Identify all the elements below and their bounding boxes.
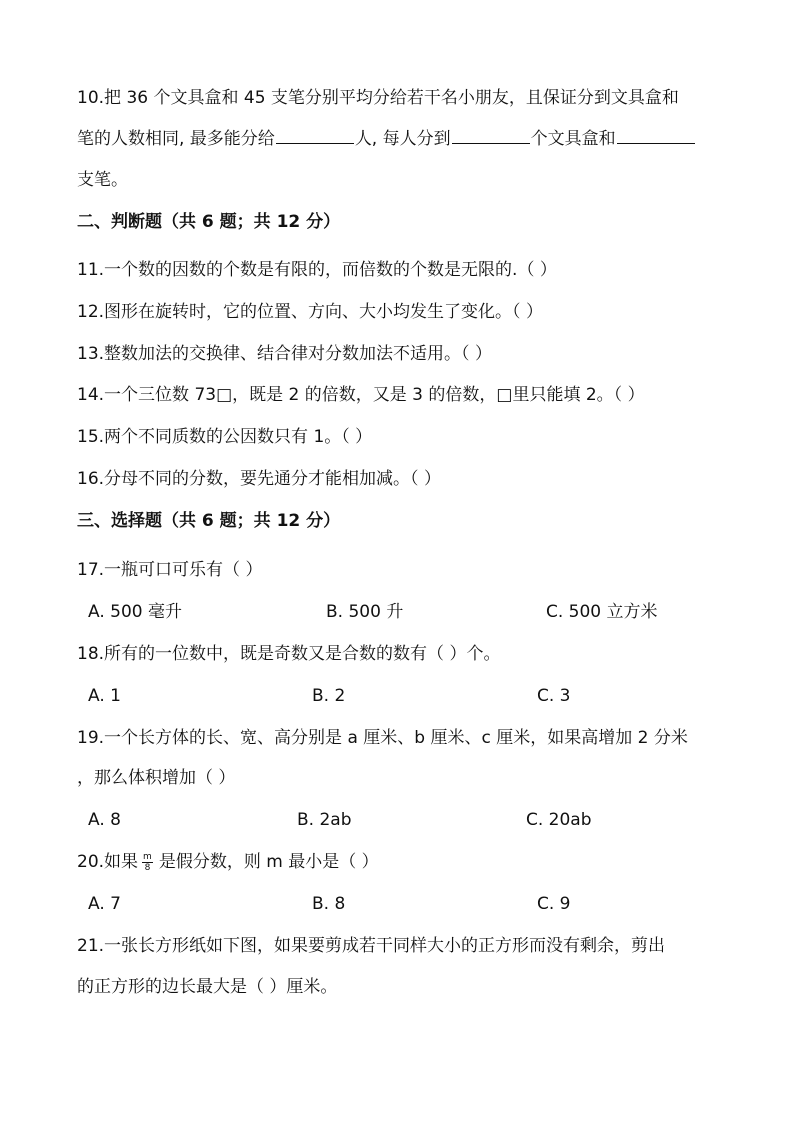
q20-stem [77,850,379,874]
judge-item-16: 16.分母不同的分数，要先通分才能相加减。（ ） [77,469,441,489]
q17-option-c[interactable]: C. 500 立方米 [546,602,658,622]
judge-item-13: 13.整数加法的交换律、结合律对分数加法不适用。（ ） [77,344,492,364]
q19-option-b[interactable]: B. 2ab [297,810,352,830]
judge-item-15: 15.两个不同质数的公因数只有 1。（ ） [77,427,373,447]
q18-option-a[interactable]: A. 1 [88,686,121,706]
q20-fraction-numerator: m [143,851,152,862]
q17-option-b[interactable]: B. 500 升 [326,602,404,622]
q10-text-c: 个文具盒和 [530,129,616,149]
q20-fraction [142,852,153,873]
q10-blank-pens[interactable] [617,127,695,144]
q19-line1: 19.一个长方体的长、宽、高分别是 a 厘米、b 厘米、c 厘米，如果高增加 2 分米 [77,728,688,748]
q18-stem: 18.所有的一位数中，既是奇数又是合数的数有（ ）个。 [77,644,501,664]
q20-option-a[interactable]: A. 7 [88,894,121,914]
q19-option-c[interactable]: C. 20ab [526,810,592,830]
q10-text-a: 笔的人数相同, 最多能分给 [77,129,275,149]
q17-option-a[interactable]: A. 500 毫升 [88,602,182,622]
q10-line2 [77,127,696,151]
q19-option-a[interactable]: A. 8 [88,810,121,830]
q21-line1: 21.一张长方形纸如下图，如果要剪成若干同样大小的正方形而没有剩余，剪出 [77,936,666,956]
q10-line3: 支笔。 [77,170,128,190]
q20-option-b[interactable]: B. 8 [312,894,346,914]
q18-option-c[interactable]: C. 3 [537,686,571,706]
q10-blank-people[interactable] [276,127,354,144]
q10-line1: 10.把 36 个文具盒和 45 支笔分别平均分给若干名小朋友，且保证分到文具盒和 [77,88,679,108]
q10-text-b: 人, 每人分到 [354,129,451,149]
q17-stem: 17.一瓶可口可乐有（ ） [77,560,263,580]
q20-suffix: 是假分数，则 m 最小是（ ） [158,852,379,872]
q20-prefix: 20.如果 [77,852,139,872]
section-judge-title: 二、判断题（共 6 题；共 12 分） [77,212,341,232]
q18-option-b[interactable]: B. 2 [312,686,346,706]
q20-option-c[interactable]: C. 9 [537,894,571,914]
judge-item-14: 14.一个三位数 73□，既是 2 的倍数，又是 3 的倍数，□里只能填 2。（ ） [77,385,645,405]
q21-line2: 的正方形的边长最大是（ ）厘米。 [77,977,338,997]
q10-blank-boxes[interactable] [452,127,530,144]
section-choice-title: 三、选择题（共 6 题；共 12 分） [77,511,341,531]
q19-line2: ，那么体积增加（ ） [77,768,236,788]
q20-fraction-denominator: 8 [144,862,151,873]
judge-item-11: 11.一个数的因数的个数是有限的，而倍数的个数是无限的.（ ） [77,260,557,280]
judge-item-12: 12.图形在旋转时，它的位置、方向、大小均发生了变化。（ ） [77,302,543,322]
